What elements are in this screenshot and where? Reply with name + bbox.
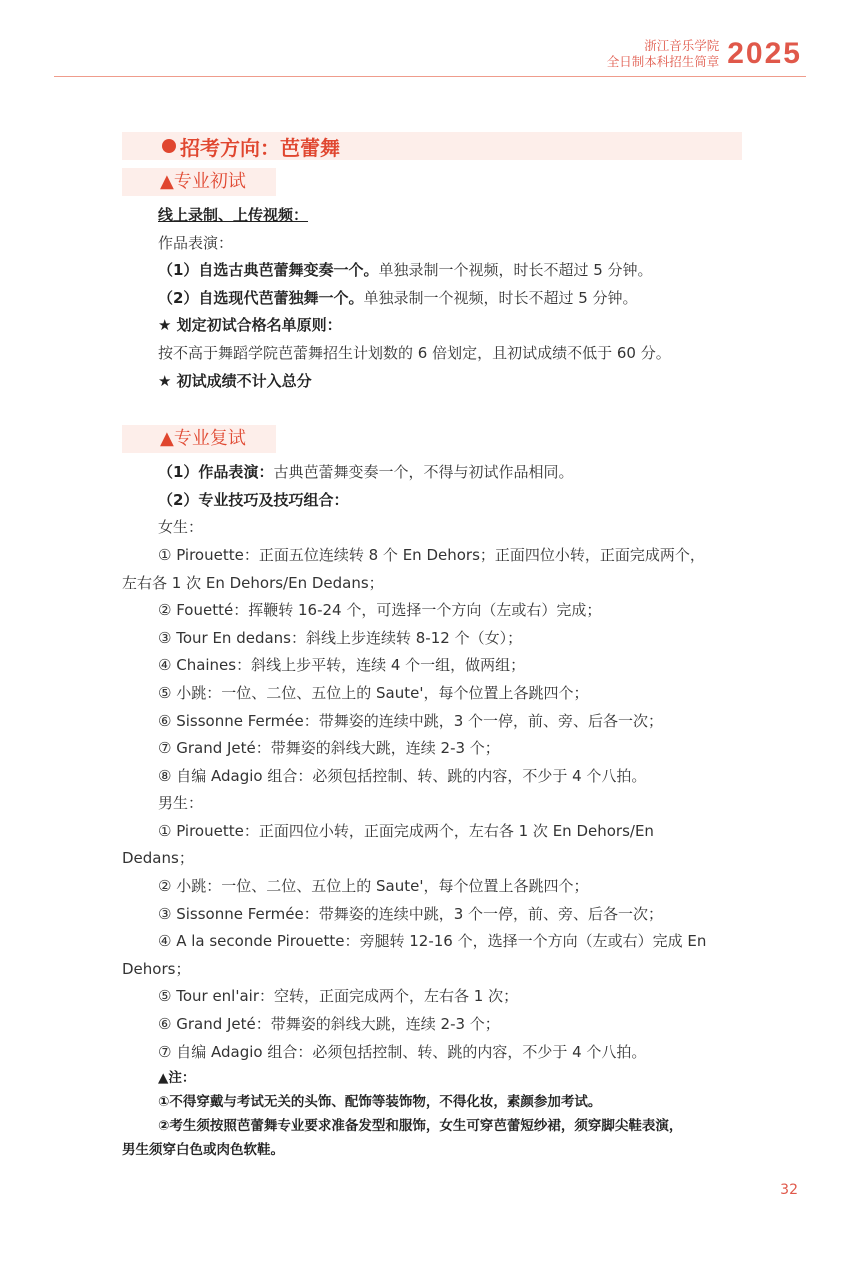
list-item: ⑧ 自编 Adagio 组合：必须包括控制、转、跳的内容，不少于 4 个八拍。	[158, 766, 647, 785]
list-item: ③ Tour En dedans：斜线上步连续转 8-12 个（女）；	[158, 628, 523, 647]
list-item: ⑦ Grand Jeté：带舞姿的斜线大跳，连续 2-3 个；	[158, 739, 500, 758]
main-content	[122, 132, 742, 1162]
list-item: ⑤ Tour enl'air：空转，正面完成两个，左右各 1 次；	[158, 987, 519, 1006]
header-text	[607, 38, 720, 70]
list-item: 左右各 1 次 En Dehors/En Dedans；	[122, 573, 384, 592]
retest-title: ▲专业复试	[122, 425, 276, 453]
list-item: ④ Chaines：斜线上步平转，连续 4 个一组，做两组；	[158, 656, 526, 675]
note-2b: 男生须穿白色或肉色软鞋。	[122, 1142, 284, 1159]
initial-exam-title: ▲专业初试	[122, 168, 276, 196]
list-item: ② Fouetté：挥鞭转 16-24 个，可选择一个方向（左或右）完成；	[158, 601, 602, 620]
works-label: 作品表演：	[158, 233, 234, 252]
list-item: Dedans；	[122, 849, 194, 868]
note-1: ①不得穿戴与考试无关的头饰、配饰等装饰物，不得化妆，素颜参加考试。	[158, 1094, 602, 1111]
list-item: ① Pirouette：正面四位小转，正面完成两个，左右各 1 次 En Dehors/En	[158, 821, 654, 840]
list-item: ④ A la seconde Pirouette：旁腿转 12-16 个，选择一个方向（左或右）完成 En	[158, 932, 707, 951]
header-divider	[54, 76, 806, 77]
retest-item-2: （2）专业技巧及技巧组合：	[158, 490, 349, 509]
initial-item-1: （1）自选古典芭蕾舞变奏一个。单独录制一个视频，时长不超过 5 分钟。	[158, 261, 653, 280]
list-item: Dehors；	[122, 959, 191, 978]
section-title	[122, 132, 742, 160]
list-item: ① Pirouette：正面五位连续转 8 个 En Dehors；正面四位小转，正面完成两个，	[158, 545, 705, 564]
header-brochure: 全日制本科招生简章	[606, 54, 720, 69]
header-year: 2025	[727, 37, 802, 70]
list-item: ⑤ 小跳：一位、二位、五位上的 Saute'，每个位置上各跳四个；	[158, 683, 589, 702]
note-2a: ②考生须按照芭蕾舞专业要求准备发型和服饰，女生可穿芭蕾短纱裙，须穿脚尖鞋表演，	[158, 1118, 683, 1135]
retest-item-1: （1）作品表演：古典芭蕾舞变奏一个，不得与初试作品相同。	[158, 463, 574, 482]
male-label: 男生：	[158, 794, 204, 813]
page-header	[607, 34, 802, 74]
female-label: 女生：	[158, 518, 204, 537]
online-heading: 线上录制、上传视频：	[158, 206, 309, 224]
rule-title: ★ 划定初试合格名单原则：	[158, 316, 342, 335]
bullet-dot-icon	[162, 139, 176, 153]
list-item: ⑥ Grand Jeté：带舞姿的斜线大跳，连续 2-3 个；	[158, 1015, 500, 1034]
list-item: ③ Sissonne Fermée：带舞姿的连续中跳，3 个一停，前、旁、后各一次；	[158, 904, 664, 923]
list-item: ⑦ 自编 Adagio 组合：必须包括控制、转、跳的内容，不少于 4 个八拍。	[158, 1042, 647, 1061]
list-item: ② 小跳：一位、二位、五位上的 Saute'，每个位置上各跳四个；	[158, 877, 589, 896]
rule-text: 按不高于舞蹈学院芭蕾舞招生计划数的 6 倍划定，且初试成绩不低于 60 分。	[158, 343, 671, 362]
list-item: ⑥ Sissonne Fermée：带舞姿的连续中跳，3 个一停，前、旁、后各一次；	[158, 711, 664, 730]
section-title-text: 招考方向：芭蕾舞	[180, 135, 340, 160]
score-note: ★ 初试成绩不计入总分	[158, 371, 312, 390]
initial-item-2: （2）自选现代芭蕾独舞一个。单独录制一个视频，时长不超过 5 分钟。	[158, 288, 638, 307]
header-school: 浙江音乐学院	[644, 38, 720, 53]
page-number: 32	[780, 1182, 798, 1198]
note-label: ▲注：	[158, 1070, 196, 1087]
